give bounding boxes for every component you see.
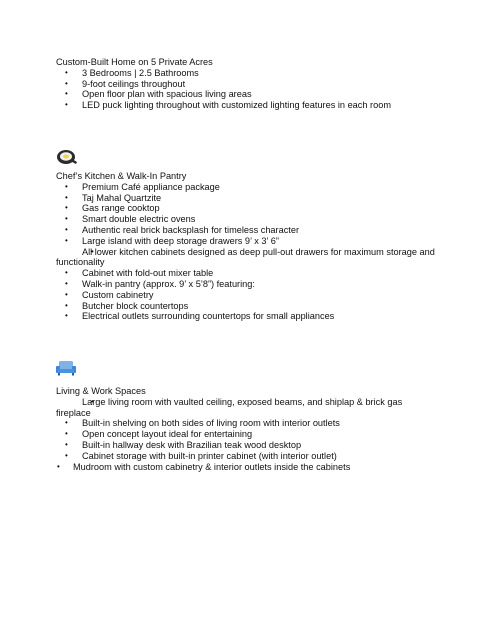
list-item: • Cabinet with fold-out mixer table [56, 268, 436, 279]
list-item: • Cabinet storage with built-in printer cabinet (with interior outlet) [56, 451, 436, 462]
list-item: • Gas range cooktop [56, 203, 436, 214]
list-item: • Built-in shelving on both sides of living room with interior outlets [56, 418, 436, 429]
home-overview-section [56, 57, 436, 111]
couch-icon [56, 360, 76, 376]
list-item: • Open concept layout ideal for entertaining [56, 429, 436, 440]
list-item: • Taj Mahal Quartzite [56, 193, 436, 204]
list-item: • Butcher block countertops [56, 301, 436, 312]
list-item: • Large island with deep storage drawers 9’ x 3’ 6” [56, 236, 436, 247]
kitchen-list [56, 182, 436, 322]
list-item: • 9-foot ceilings throughout [56, 79, 436, 90]
list-item: • 3 Bedrooms | 2.5 Bathrooms [56, 68, 436, 79]
list-item: • Electrical outlets surrounding countertops for small appliances [56, 311, 436, 322]
list-item: • Smart double electric ovens [56, 214, 436, 225]
list-item: • Mudroom with custom cabinetry & interior outlets inside the cabinets [56, 462, 436, 473]
kitchen-heading: Chef’s Kitchen & Walk-In Pantry [56, 171, 187, 181]
list-item: • Custom cabinetry [56, 290, 436, 301]
home-overview-heading: Custom-Built Home on 5 Private Acres [56, 57, 213, 67]
kitchen-section [56, 171, 436, 322]
living-list [56, 397, 436, 473]
list-item: • Walk-in pantry (approx. 9’ x 5’8”) featuring: [56, 279, 436, 290]
living-section [56, 386, 436, 472]
list-item: • Authentic real brick backsplash for timeless character [56, 225, 436, 236]
cooking-pan-icon [56, 147, 78, 165]
list-item: • LED puck lighting throughout with customized lighting features in each room [56, 100, 436, 111]
list-item: • Open floor plan with spacious living areas [56, 89, 436, 100]
list-item: • Built-in hallway desk with Brazilian teak wood desktop [56, 440, 436, 451]
list-item: • Premium Café appliance package [56, 182, 436, 193]
list-item: • All lower kitchen cabinets designed as deep pull-out drawers for maximum storage and functionality [56, 247, 436, 269]
living-heading: Living & Work Spaces [56, 386, 146, 396]
home-overview-list [56, 68, 436, 111]
list-item: • Large living room with vaulted ceiling, exposed beams, and shiplap & brick gas fireplace [56, 397, 436, 419]
